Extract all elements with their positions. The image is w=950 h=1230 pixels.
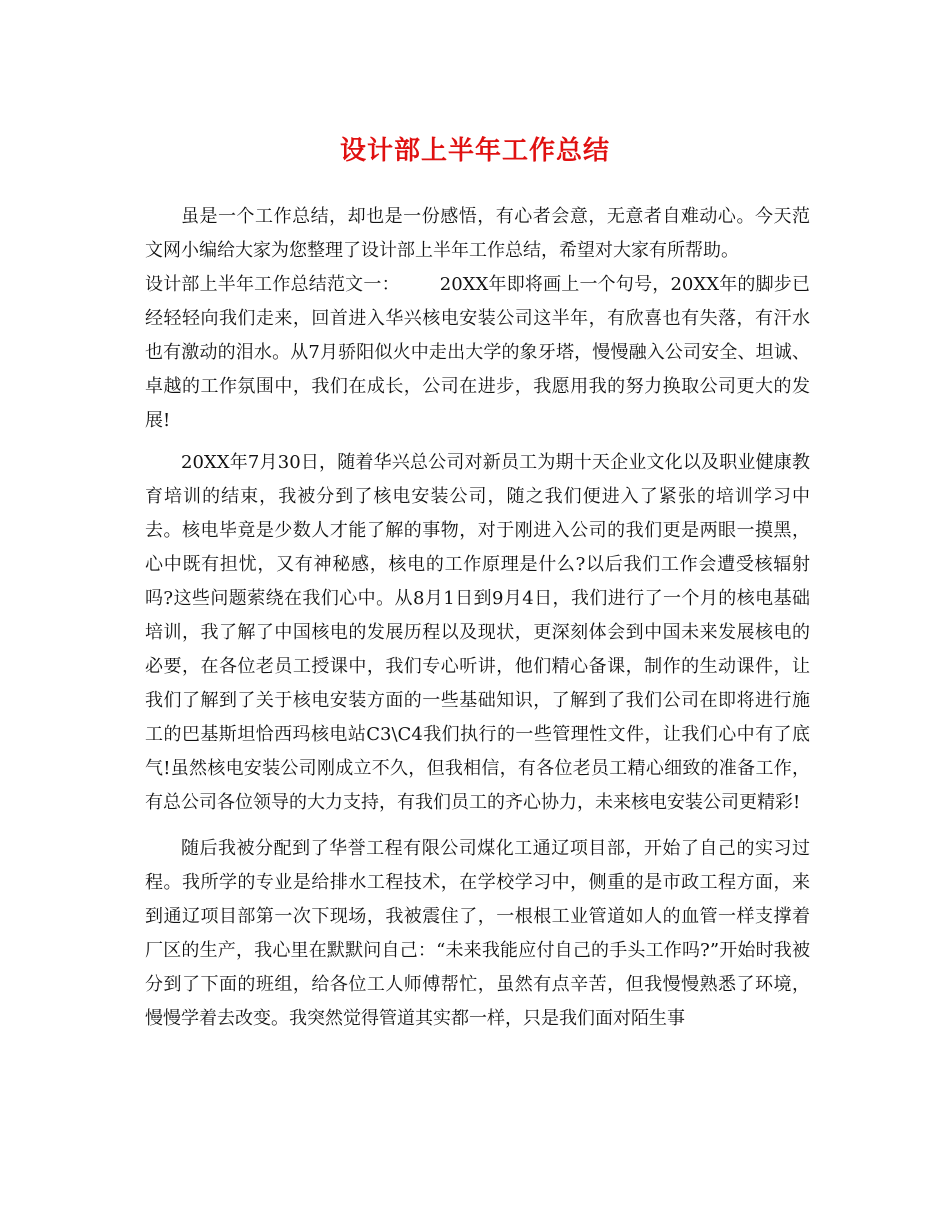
- intro-paragraph: 虽是一个工作总结，却也是一份感悟，有心者会意，无意者自难动心。今天范文网小编给大家为您整理了设计部上半年工作总结，希望对大家有所帮助。: [145, 206, 810, 261]
- sample-paragraph-1: [145, 268, 810, 438]
- sample-heading: 设计部上半年工作总结范文一：: [145, 274, 400, 295]
- paragraph-2: 20XX年7月30日，随着华兴总公司对新员工为期十天企业文化以及职业健康教育培训的结束，我被分到了核电安装公司，随之我们便进入了紧张的培训学习中去。核电毕竟是少数人才能了解的事物，对于刚进入公司的我们更是两眼一摸黑，心中既有担忧，又有神秘感，核电的工作原理是什么?以后我们工作会遭受核辐射吗?这些问题萦绕在我们心中。从8月1日到9月4日，我们进行了一个月的核电基础培训，我了解了中国核电的发展历程以及现状，更深刻体会到中国未来发展核电的必要，在各位老员工授课中，我们专心听讲，他们精心备课，制作的生动课件，让我们了解到了关于核电安装方面的一些基础知识，了解到了我们公司在即将进行施工的巴基斯坦恰西玛核电站C3\C4我们执行的一些管理性文件，让我们心中有了底气!虽然核电安装公司刚成立不久，但我相信，有各位老员工精心细致的准备工作，有总公司各位领导的大力支持，有我们员工的齐心协力，未来核电安装公司更精彩!: [145, 452, 810, 813]
- document-title: 设计部上半年工作总结: [339, 136, 610, 166]
- paragraph-1-text: 20XX年即将画上一个句号，20XX年的脚步已经轻轻向我们走来，回首进入华兴核电安装公司这半年，有欣喜也有失落，有汗水也有激动的泪水。从7月骄阳似火中走出大学的象牙塔，慢慢融入公司安全、坦诚、卓越的工作氛围中，我们在成长，公司在进步，我愿用我的努力换取公司更大的发展!: [145, 274, 810, 431]
- paragraph-3: 随后我被分配到了华誉工程有限公司煤化工通辽项目部，开始了自己的实习过程。我所学的专业是给排水工程技术，在学校学习中，侧重的是市政工程方面，来到通辽项目部第一次下现场，我被震住了，一根根工业管道如人的血管一样支撑着厂区的生产，我心里在默默问自己：“未来我能应付自己的手头工作吗?”开始时我被分到了下面的班组，给各位工人师傅帮忙，虽然有点辛苦，但我慢慢熟悉了环境，慢慢学着去改变。我突然觉得管道其实都一样，只是我们面对陌生事: [145, 838, 810, 1029]
- document-body: [145, 200, 810, 1036]
